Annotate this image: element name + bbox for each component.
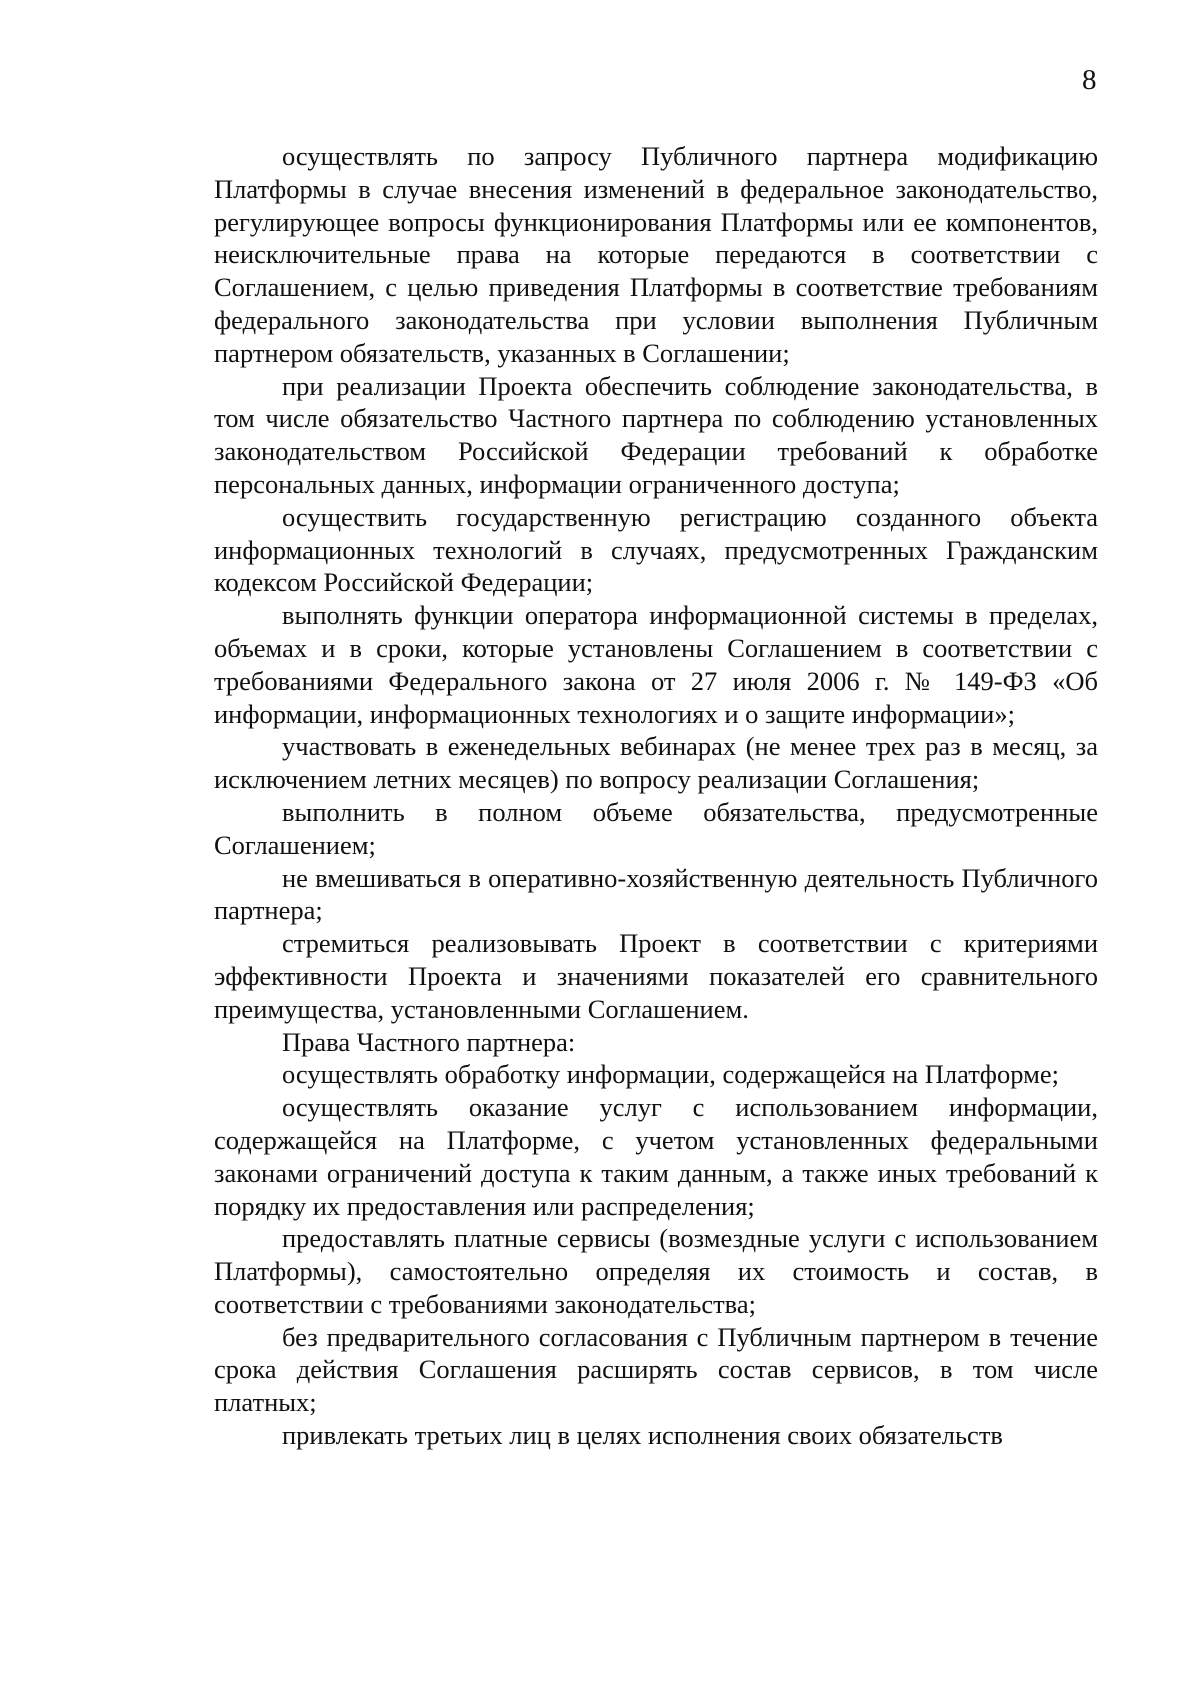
paragraph-non-interference: не вмешиваться в оперативно-хозяйственную деятельность Публичного партнера; bbox=[214, 862, 1098, 926]
paragraph-information-processing: осуществлять обработку информации, содержащейся на Платформе; bbox=[282, 1059, 1059, 1090]
paragraph-state-registration: осуществить государственную регистрацию созданного объекта информационных технологий в случаях, предусмотренных Гражданским кодексом Российской Федерации; bbox=[214, 501, 1098, 598]
paragraph-system-operator: выполнять функции оператора информационной системы в пределах, объемах и в сроки, которые установлены Соглашением в соответствии с требованиями Федерального закона от 27 июля 2006 г. № 149-ФЗ «Об информации, информационных технологиях и о защите информации»; bbox=[214, 600, 1098, 729]
paragraph-fulfil-obligations: выполнить в полном объеме обязательства, предусмотренные Соглашением; bbox=[214, 796, 1098, 860]
paragraph-efficiency-criteria: стремиться реализовывать Проект в соответствии с критериями эффективности Проекта и значениями показателей его сравнительного преимущества, установленными Соглашением. bbox=[214, 928, 1098, 1024]
paragraph-third-parties: привлекать третьих лиц в целях исполнения своих обязательств bbox=[282, 1420, 1003, 1451]
paragraph-rights-heading: Права Частного партнера: bbox=[282, 1026, 576, 1057]
paragraph-expand-services: без предварительного согласования с Публичным партнером в течение срока действия Соглашения расширять состав сервисов, в том числе платных; bbox=[214, 1321, 1098, 1418]
paragraph-paid-services: предоставлять платные сервисы (возмездные услуги с использованием Платформы), самостоятельно определяя их стоимость и состав, в соответствии с требованиями законодательства; bbox=[214, 1223, 1098, 1319]
document-body bbox=[214, 140, 1098, 1452]
paragraph-legal-compliance: при реализации Проекта обеспечить соблюдение законодательства, в том числе обязательство Частного партнера по соблюдению установленных законодательством Российской Федерации требований к обработке персональных данных, информации ограниченного доступа; bbox=[214, 370, 1098, 499]
paragraph-platform-modification: осуществлять по запросу Публичного партнера модификацию Платформы в случае внесения изменений в федеральное законодательство, регулирующее вопросы функционирования Платформы или ее компонентов, неисключительные права на которые передаются в соответствии с Соглашением, с целью приведения Платформы в соответствие требованиям федерального законодательства при условии выполнения Публичным партнером обязательств, указанных в Соглашении; bbox=[214, 141, 1098, 368]
paragraph-service-provision: осуществлять оказание услуг с использованием информации, содержащейся на Платформе, с учетом установленных федеральными законами ограничений доступа к таким данным, а также иных требований к порядку их предоставления или распределения; bbox=[214, 1092, 1098, 1221]
paragraph-webinars: участвовать в еженедельных вебинарах (не менее трех раз в месяц, за исключением летних месяцев) по вопросу реализации Соглашения; bbox=[214, 731, 1098, 795]
page-number: 8 bbox=[1082, 64, 1097, 96]
